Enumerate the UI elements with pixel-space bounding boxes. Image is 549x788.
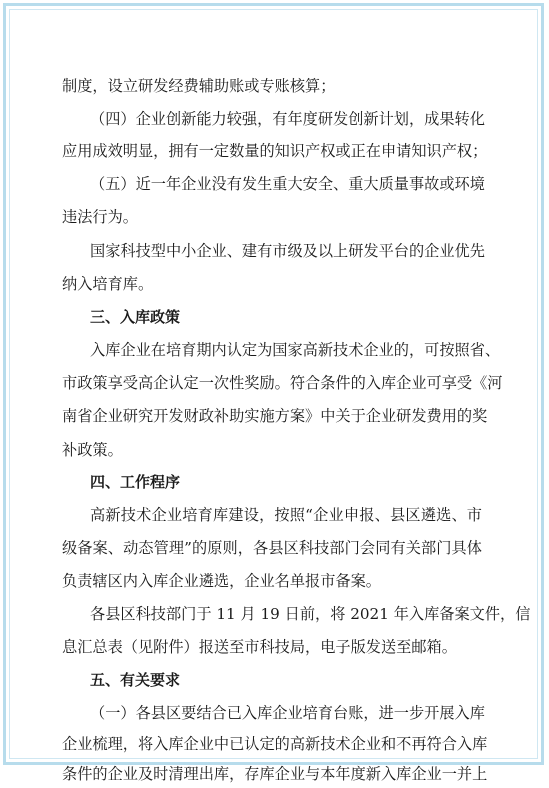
section-heading-4: 四、工作程序 xyxy=(90,473,181,491)
text-line-2: （四）企业创新能力较强，有年度研发创新计划，成果转化 xyxy=(90,110,485,128)
text-line-6: 国家科技型中小企业、建有市级及以上研发平台的企业优先 xyxy=(90,242,485,260)
text-line-21: 企业梳理，将入库企业中已认定的高新技术企业和不再符合入库 xyxy=(62,735,488,753)
text-line-9: 入库企业在培育期内认定为国家高新技术企业的，可按照省、 xyxy=(90,341,501,359)
text-line-11: 南省企业研究开发财政补助实施方案》中关于企业研发费用的奖 xyxy=(62,407,488,425)
section-heading-3: 三、入库政策 xyxy=(90,308,181,326)
text-line-12: 补政策。 xyxy=(62,441,123,459)
text-line-4: （五）近一年企业没有发生重大安全、重大质量事故或环境 xyxy=(90,175,485,193)
text-line-14: 高新技术企业培育库建设，按照“企业申报、县区遴选、市 xyxy=(90,506,482,524)
text-line-16: 负责辖区内入库企业遴选，企业名单报市备案。 xyxy=(62,572,381,590)
text-line-1: 制度，设立研发经费辅助账或专账核算； xyxy=(62,77,336,95)
text-line-22: 条件的企业及时清理出库，存库企业与本年度新入库企业一并上 xyxy=(62,765,488,783)
section-heading-5: 五、有关要求 xyxy=(90,671,181,689)
text-line-15: 级备案、动态管理”的原则，各县区科技部门会同有关部门具体 xyxy=(62,539,482,557)
text-line-5: 违法行为。 xyxy=(62,208,138,226)
text-line-10: 市政策享受高企认定一次性奖励。符合条件的入库企业可享受《河 xyxy=(62,374,503,392)
text-line-17: 各县区科技部门于 11 月 19 日前，将 2021 年入库备案文件，信 xyxy=(90,605,531,623)
text-line-3: 应用成效明显，拥有一定数量的知识产权或正在申请知识产权； xyxy=(62,142,488,160)
text-line-20: （一）各县区要结合已入库企业培育台账，进一步开展入库 xyxy=(90,704,485,722)
text-line-7: 纳入培育库。 xyxy=(62,275,154,293)
text-line-18: 息汇总表（见附件）报送至市科技局，电子版发送至邮箱。 xyxy=(62,638,457,656)
